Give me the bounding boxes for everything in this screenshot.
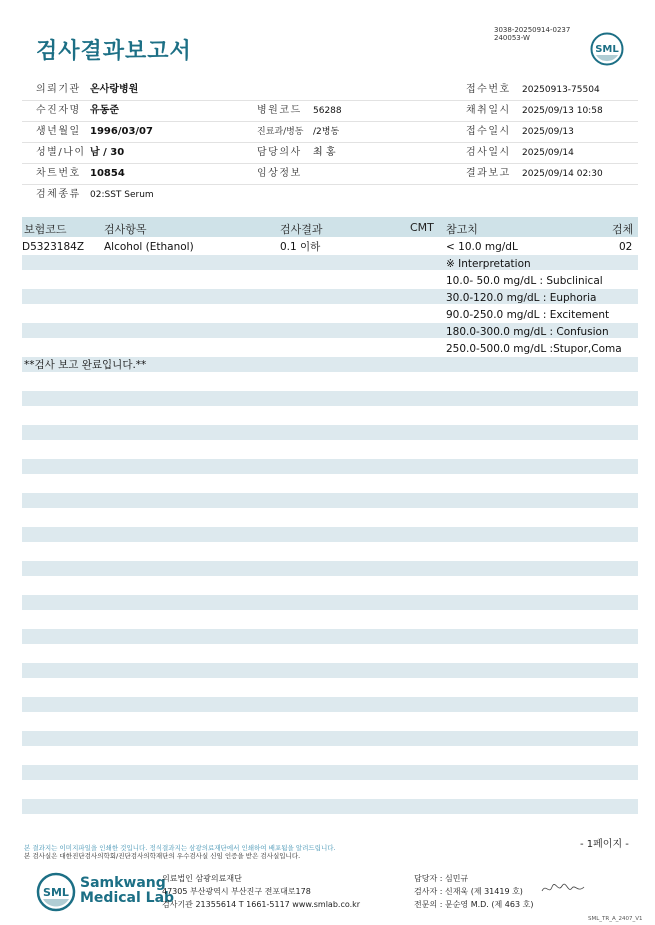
birth-label: 생년월일 xyxy=(36,126,81,137)
brand-line2: Medical Lab xyxy=(80,890,175,906)
info-row-1 xyxy=(22,80,638,101)
col-test-item: 검사항목 xyxy=(104,223,147,236)
table-stripe-row xyxy=(22,493,638,508)
report-date-value: 2025/09/14 02:30 xyxy=(522,169,603,179)
info-row-6 xyxy=(22,185,638,206)
doctor-label: 담당의사 xyxy=(257,147,302,158)
receipt-no-value: 20250913-75504 xyxy=(522,85,600,95)
form-code: SML_TR_A_2407_V1 xyxy=(588,916,643,922)
table-stripe-row xyxy=(22,663,638,678)
table-stripe-row xyxy=(22,629,638,644)
staff-specialist: 전문의 : 문순영 M.D. (제 463 호) xyxy=(414,900,534,909)
institution-label: 의뢰기관 xyxy=(36,84,81,95)
dept-label: 진료과/병동 xyxy=(257,127,304,137)
table-stripe-row xyxy=(22,459,638,474)
result-reference: < 10.0 mg/dL xyxy=(446,241,518,253)
table-stripe-row xyxy=(22,799,638,814)
col-reference: 참고치 xyxy=(446,223,478,236)
col-result: 검사결과 xyxy=(280,223,323,236)
interpretation-line: 250.0-500.0 mg/dL :Stupor,Coma xyxy=(446,343,622,355)
name-value: 유동준 xyxy=(90,105,119,116)
birth-value: 1996/03/07 xyxy=(90,126,153,137)
collection-date-value: 2025/09/13 10:58 xyxy=(522,106,603,116)
sex-age-value: 남 / 30 xyxy=(90,147,125,158)
svg-text:SML: SML xyxy=(43,886,69,899)
document-id-line1: 3038-20250914-0237 xyxy=(494,26,571,34)
footer-notice: 본 결과지는 이미지파일을 인쇄한 것입니다. 정식결과지는 삼광의료재단에서 인쇄하여 배포됨을 알려드립니다. xyxy=(24,844,336,852)
interpretation-line: 30.0-120.0 mg/dL : Euphoria xyxy=(446,292,597,304)
table-stripe-row xyxy=(22,765,638,780)
hospital-code-label: 병원코드 xyxy=(257,105,302,116)
chart-no-label: 차트번호 xyxy=(36,168,81,179)
col-insurance-code: 보험코드 xyxy=(24,223,67,236)
svg-text:SML: SML xyxy=(595,44,619,55)
table-stripe-row xyxy=(22,731,638,746)
test-date-label: 검사일시 xyxy=(466,147,511,158)
staff-tester: 검사자 : 신재욱 (제 31419 호) xyxy=(414,887,523,896)
sex-age-label: 성별/나이 xyxy=(36,147,86,158)
test-date-value: 2025/09/14 xyxy=(522,148,574,158)
doctor-value: 최 홍 xyxy=(313,147,336,158)
report-title: 검사결과보고서 xyxy=(36,39,192,64)
table-stripe-row xyxy=(22,425,638,440)
sml-logo-icon xyxy=(590,32,624,66)
document-id xyxy=(494,26,570,42)
result-value: 0.1 이하 xyxy=(280,241,321,253)
table-stripe-row xyxy=(22,697,638,712)
results-table-header xyxy=(22,217,638,237)
info-row-4 xyxy=(22,143,638,164)
organization-name: 의료법인 삼광의료재단 xyxy=(162,874,242,883)
institution-value: 온사랑병원 xyxy=(90,84,139,95)
col-specimen: 검체 xyxy=(612,223,634,236)
result-test-item: Alcohol (Ethanol) xyxy=(104,241,194,253)
result-insurance-code: D5323184Z xyxy=(22,241,85,253)
interpretation-line: 180.0-300.0 mg/dL : Confusion xyxy=(446,326,609,338)
completion-note: **검사 보고 완료입니다.** xyxy=(24,359,147,371)
staff-manager: 담당자 : 심민규 xyxy=(414,874,469,883)
receipt-no-label: 접수번호 xyxy=(466,84,511,95)
receipt-date-label: 접수일시 xyxy=(466,126,511,137)
table-stripe-row xyxy=(22,391,638,406)
interpretation-line: 90.0-250.0 mg/dL : Excitement xyxy=(446,309,610,321)
clinical-info-label: 임상정보 xyxy=(257,168,302,179)
document-id-line2: 240053-W xyxy=(494,34,530,42)
report-date-label: 결과보고 xyxy=(466,168,511,179)
chart-no-value: 10854 xyxy=(90,168,125,179)
footer-certification: 본 검사실은 대한진단검사의학회/진단검사의학재단의 우수검사실 신임 인증을 받은 검사실입니다. xyxy=(24,852,301,860)
receipt-date-value: 2025/09/13 xyxy=(522,127,574,137)
table-stripe-row xyxy=(22,561,638,576)
interpretation-line: 10.0- 50.0 mg/dL : Subclinical xyxy=(446,275,603,287)
result-specimen: 02 xyxy=(619,241,633,253)
interpretation-line: ※ Interpretation xyxy=(446,258,531,270)
collection-date-label: 채취일시 xyxy=(466,105,511,116)
info-row-5 xyxy=(22,164,638,185)
sml-logo-icon xyxy=(36,872,76,912)
info-row-2 xyxy=(22,101,638,122)
specimen-type-label: 검체종류 xyxy=(36,189,81,200)
info-row-3 xyxy=(22,122,638,143)
hospital-code-value: 56288 xyxy=(313,106,342,116)
col-cmt: CMT xyxy=(410,221,434,234)
table-stripe-row xyxy=(22,527,638,542)
brand-line1: Samkwang xyxy=(80,875,166,891)
table-stripe-row xyxy=(22,255,638,270)
organization-contact: 검사기관 21355614 T 1661-5117 www.smlab.co.kr xyxy=(162,900,361,909)
organization-address: 47305 부산광역시 부산진구 전포대로178 xyxy=(162,887,311,896)
name-label: 수진자명 xyxy=(36,105,81,116)
table-stripe-row xyxy=(22,595,638,610)
dept-value: /2병동 xyxy=(313,127,340,137)
signature-icon xyxy=(540,881,588,897)
page-number: - 1페이지 - xyxy=(580,839,629,850)
brand-name xyxy=(80,876,174,906)
specimen-type-value: 02:SST Serum xyxy=(90,190,154,200)
